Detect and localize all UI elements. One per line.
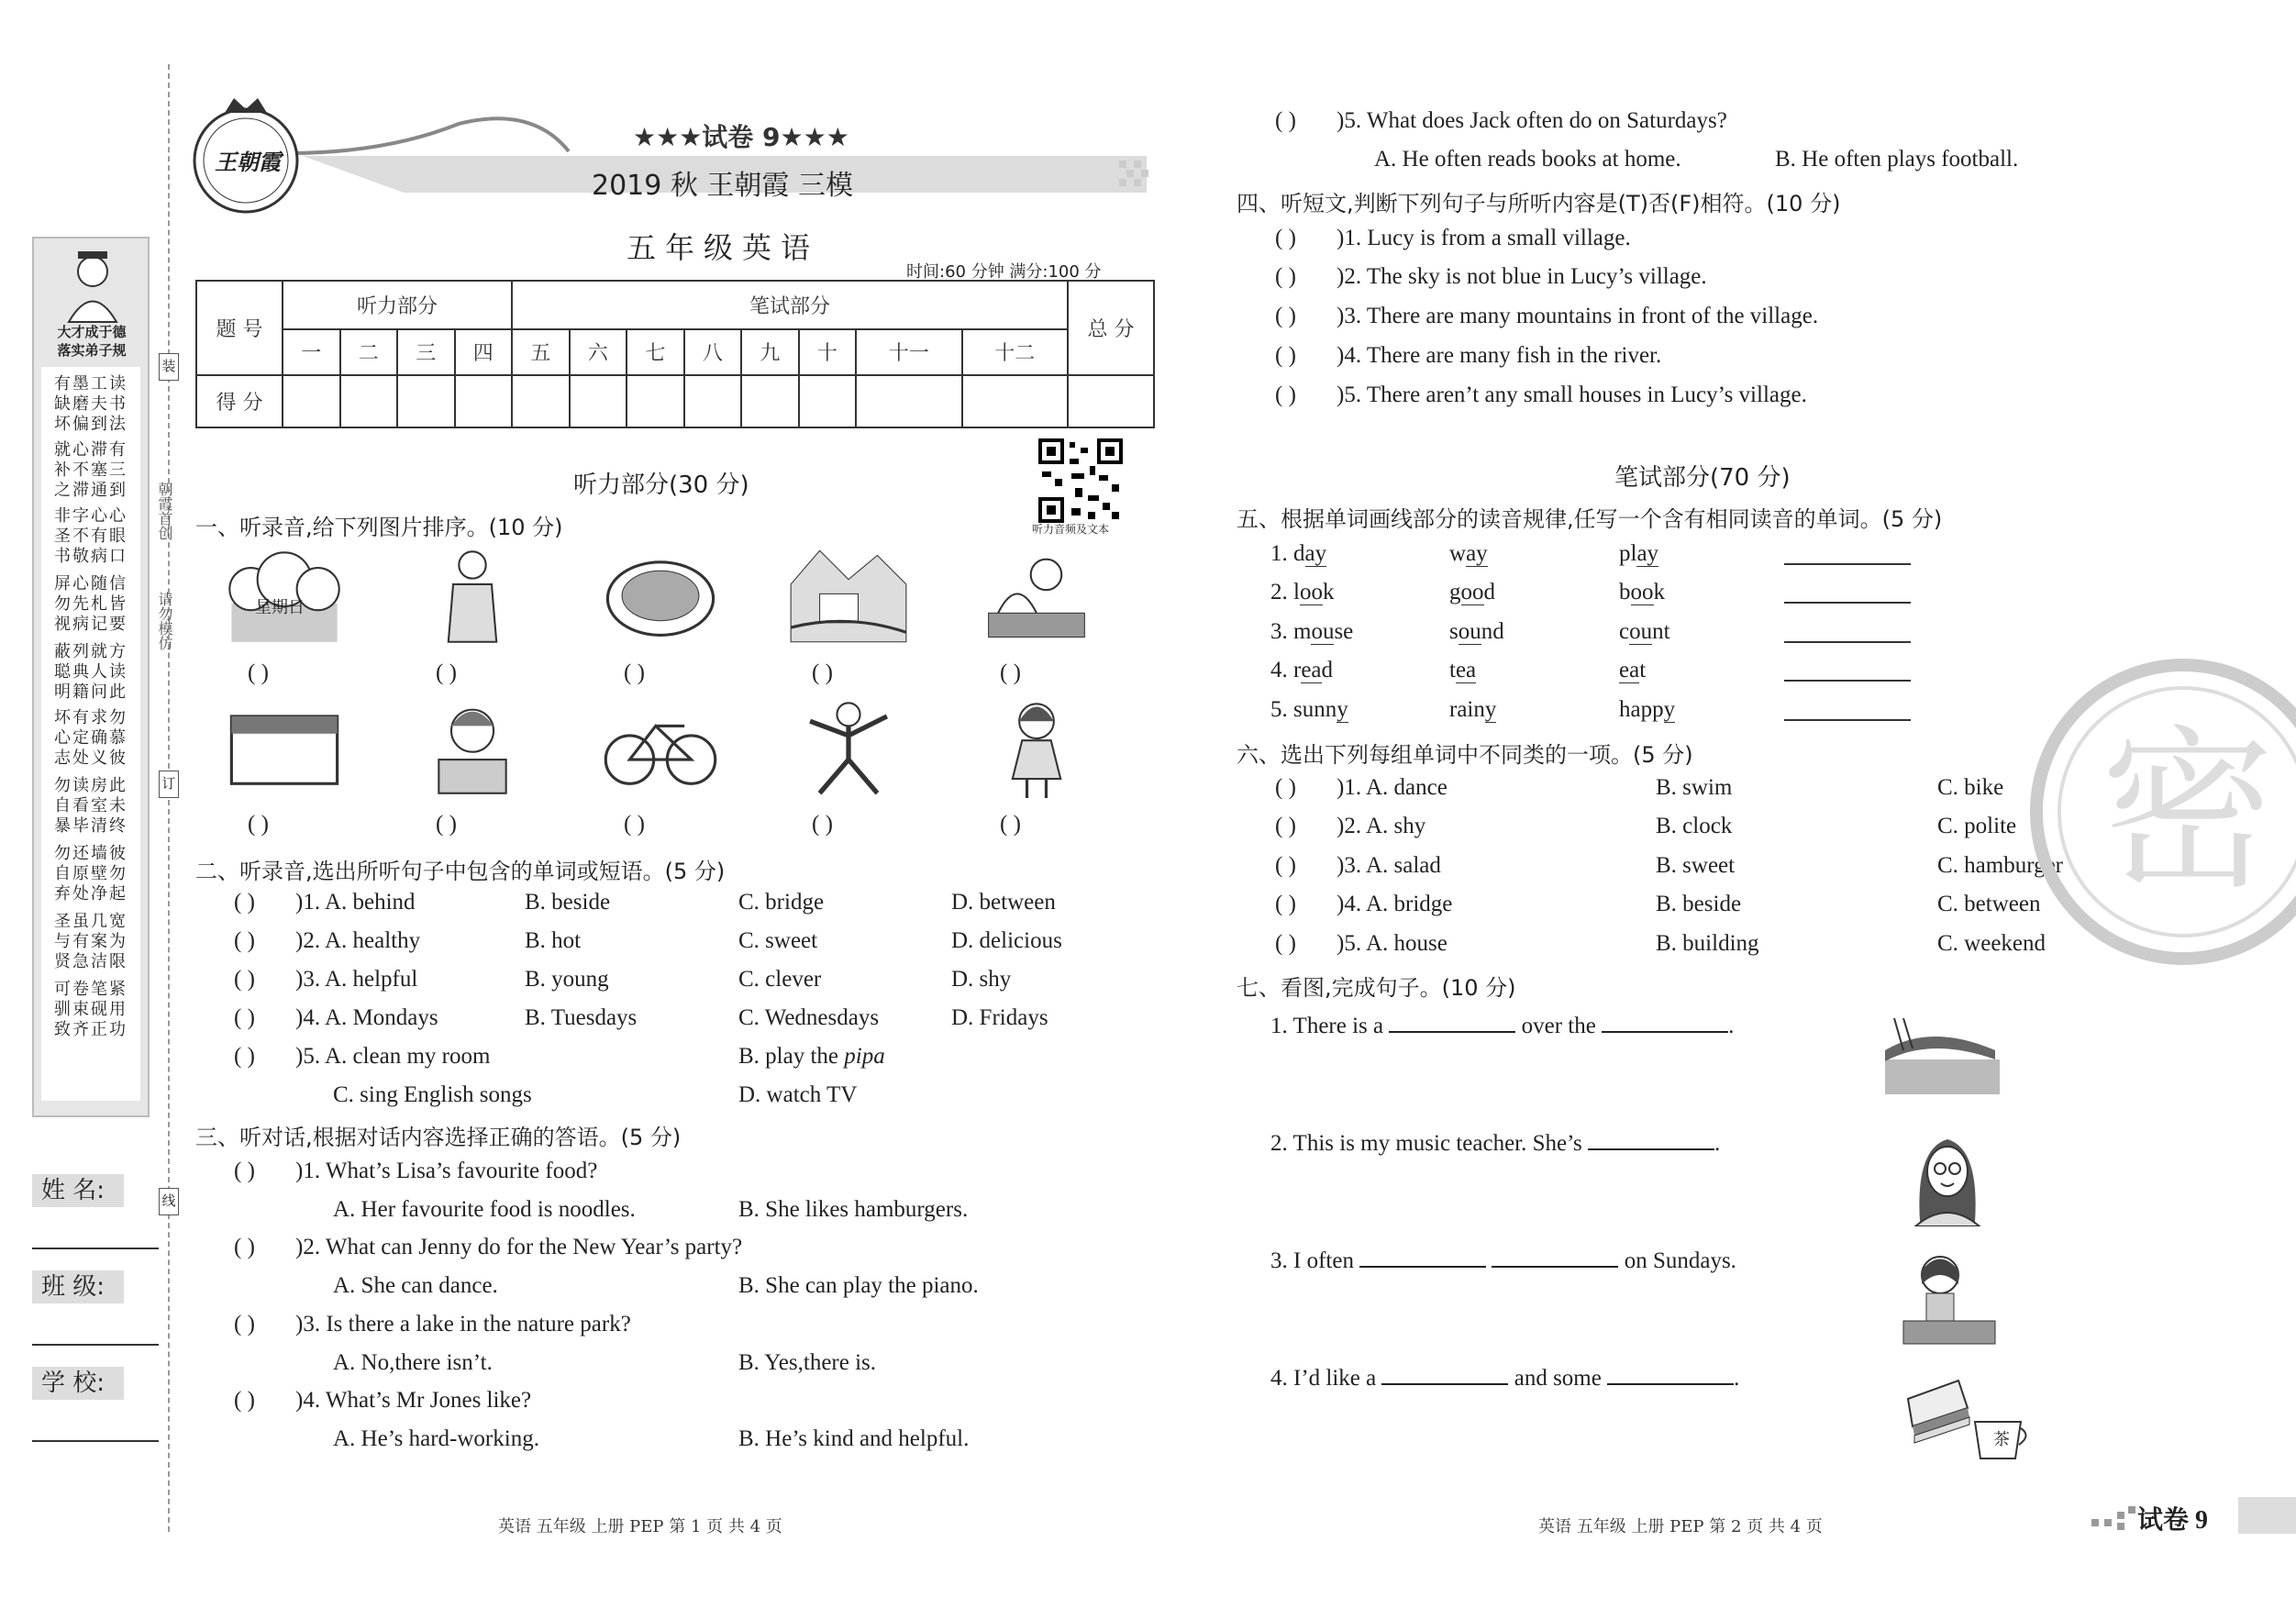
sidebar-proverbs bbox=[32, 237, 150, 1117]
cut-line bbox=[168, 64, 170, 1532]
s5-number: 3. bbox=[1270, 619, 1288, 644]
proverb-line: 勿还墙彼 bbox=[54, 844, 128, 863]
score-cell-7[interactable] bbox=[627, 375, 684, 427]
girl-playing-instrument-icon bbox=[1899, 1248, 2000, 1348]
girl-icon bbox=[977, 697, 1096, 798]
s2-option-b-pipa: pipa bbox=[844, 1044, 885, 1069]
s2-option-d: D. between bbox=[951, 890, 1056, 915]
s7-sentence bbox=[1270, 1126, 1720, 1157]
s5-number: 2. bbox=[1270, 580, 1288, 604]
s3-paren[interactable]: ( ) bbox=[234, 1235, 255, 1259]
proverb-line: 坏偏到法 bbox=[54, 415, 128, 434]
s5-number: 4. bbox=[1270, 658, 1288, 682]
section-5-title: 五、根据单词画线部分的读音规律,任写一个含有相同读音的单词。(5 分) bbox=[1237, 506, 1943, 532]
s7-text: 1. There is a bbox=[1270, 1014, 1390, 1038]
s6-option-b: B. clock bbox=[1656, 814, 1733, 838]
proverb-line: 自看室未 bbox=[54, 796, 128, 815]
col-header-12: 十二 bbox=[962, 329, 1068, 376]
proverb-line: 可卷笔紧 bbox=[54, 980, 128, 999]
s5-word bbox=[1619, 658, 1646, 683]
s5-answer-blank[interactable] bbox=[1784, 641, 1911, 643]
s5-word bbox=[1619, 541, 1658, 567]
s7-text: and some bbox=[1508, 1366, 1608, 1391]
proverb-line: 勿读房此 bbox=[54, 776, 128, 795]
s3-answer-b: B. He often plays football. bbox=[1775, 147, 2019, 172]
s5-word bbox=[1449, 541, 1488, 567]
proverb-line: 心定确慕 bbox=[54, 728, 128, 748]
s5-word-underlined: ay bbox=[1304, 541, 1327, 566]
s2-paren[interactable]: ( ) bbox=[234, 967, 255, 992]
s6-option-a: )1. A. dance bbox=[1337, 775, 1447, 800]
s3-answer-b: B. She can play the piano. bbox=[738, 1273, 979, 1298]
s5-word-part: l bbox=[1293, 580, 1300, 604]
proverb-line: 明籍问此 bbox=[54, 682, 128, 702]
s6-option-a: )4. A. bridge bbox=[1337, 892, 1453, 916]
s3-question: )2. What can Jenny do for the New Year’s party? bbox=[295, 1235, 743, 1259]
subject-title: 五年级英语 bbox=[627, 230, 820, 265]
s5-word-part: t bbox=[1639, 658, 1647, 682]
score-cell-12[interactable] bbox=[962, 375, 1068, 427]
s5-word-underlined: ay bbox=[1636, 541, 1659, 566]
s2-option-c: C. sweet bbox=[738, 928, 818, 953]
s7-text: 3. I often bbox=[1270, 1248, 1360, 1273]
s4-statement: )3. There are many mountains in front of the village. bbox=[1337, 304, 1819, 328]
listening-header: 听力部分 bbox=[283, 281, 512, 329]
s1-answer-paren[interactable]: ( ) bbox=[812, 660, 833, 685]
proverb-line: 与有案为 bbox=[54, 932, 128, 951]
cut-text-1: 朝霞首创 bbox=[156, 482, 173, 540]
proverb-line: 坏有求勿 bbox=[54, 708, 128, 727]
s3-answer-a: A. No,there isn’t. bbox=[333, 1350, 493, 1375]
score-row bbox=[196, 375, 1154, 427]
s5-word-underlined: oo bbox=[1299, 580, 1323, 604]
s6-option-a: )5. A. house bbox=[1337, 931, 1447, 956]
qr-code-icon[interactable] bbox=[1038, 438, 1123, 523]
s2-option-a: )5. A. clean my room bbox=[295, 1044, 491, 1069]
s5-word-part: d bbox=[1293, 541, 1305, 566]
s5-word-part: pl bbox=[1619, 541, 1637, 566]
s5-word-part: nt bbox=[1652, 619, 1670, 644]
calendar-text: 星期日 bbox=[255, 598, 305, 617]
s5-word bbox=[1449, 580, 1495, 605]
s5-answer-blank[interactable] bbox=[1784, 680, 1911, 682]
s5-word bbox=[1293, 697, 1348, 723]
calendar-icon bbox=[225, 697, 344, 798]
footer-tag: 试卷 9 bbox=[2137, 1506, 2209, 1535]
bike-icon bbox=[601, 697, 720, 798]
s2-option-b-text: B. play the bbox=[738, 1044, 845, 1069]
s1-answer-paren[interactable]: ( ) bbox=[812, 812, 833, 837]
s5-word-underlined: y bbox=[1337, 697, 1348, 722]
s4-statement: )1. Lucy is from a small village. bbox=[1337, 226, 1631, 250]
s2-option-c: C. sing English songs bbox=[333, 1082, 532, 1107]
score-cell-5[interactable] bbox=[512, 375, 570, 427]
proverb-line: 志处义彼 bbox=[54, 749, 128, 768]
qr-caption: 听力音频及文本 bbox=[1032, 523, 1110, 536]
s2-paren[interactable]: ( ) bbox=[234, 1044, 255, 1069]
s2-option-b: B. beside bbox=[525, 890, 611, 915]
cut-tag-3: 线 bbox=[159, 1188, 179, 1215]
col-row bbox=[196, 329, 1154, 376]
writing-header: 笔试部分 bbox=[512, 281, 1068, 329]
s5-word-part: t bbox=[1449, 658, 1456, 682]
s5-answer-blank[interactable] bbox=[1784, 602, 1911, 604]
s6-option-b: B. sweet bbox=[1656, 853, 1736, 878]
col-header-6: 六 bbox=[570, 329, 627, 376]
col-header-7: 七 bbox=[627, 329, 684, 376]
section-7-title: 七、看图,完成句子。(10 分) bbox=[1237, 975, 1516, 1001]
proverb-line: 勿先札皆 bbox=[54, 594, 128, 614]
proverb-line: 屏心随信 bbox=[54, 574, 128, 593]
s5-word-part: se bbox=[1334, 619, 1354, 644]
s2-option-b: B. hot bbox=[525, 928, 582, 953]
s7-text: 2. This is my music teacher. She’s bbox=[1270, 1131, 1589, 1156]
s5-word bbox=[1293, 541, 1326, 567]
s6-option-c: C. polite bbox=[1937, 814, 2017, 838]
s5-number: 5. bbox=[1270, 697, 1288, 722]
name-field[interactable] bbox=[32, 1248, 159, 1249]
s5-word bbox=[1293, 580, 1334, 605]
score-table bbox=[195, 280, 1155, 428]
score-cell-9[interactable] bbox=[741, 375, 799, 427]
score-cell-10[interactable] bbox=[799, 375, 857, 427]
proverb-list bbox=[41, 367, 140, 1101]
s7-blank[interactable] bbox=[1588, 1126, 1714, 1150]
s2-option-b: B. young bbox=[525, 967, 609, 992]
footer-dots-icon bbox=[2091, 1504, 2137, 1532]
s6-option-a: )3. A. salad bbox=[1337, 853, 1441, 878]
col-header-2: 二 bbox=[340, 329, 398, 376]
score-cell-4[interactable] bbox=[455, 375, 513, 427]
s2-option-a: )2. A. healthy bbox=[295, 928, 421, 953]
s3-paren[interactable]: ( ) bbox=[234, 1388, 255, 1413]
s4-statement: )4. There are many fish in the river. bbox=[1337, 343, 1662, 368]
scholar-icon bbox=[56, 244, 129, 327]
s7-blank[interactable] bbox=[1381, 1361, 1508, 1385]
s1-answer-paren[interactable]: ( ) bbox=[624, 660, 645, 685]
s7-blank[interactable] bbox=[1602, 1009, 1728, 1033]
s3-answer-b: B. She likes hamburgers. bbox=[738, 1197, 969, 1222]
sandwich-tea-icon bbox=[1903, 1371, 2032, 1463]
s7-blank[interactable] bbox=[1607, 1361, 1734, 1385]
s3-question: )3. Is there a lake in the nature park? bbox=[295, 1312, 631, 1336]
section-4-title: 四、听短文,判断下列句子与所听内容是(T)否(F)相符。(10 分) bbox=[1237, 191, 1841, 216]
proverb-line: 蔽列就方 bbox=[54, 642, 128, 661]
s2-option-c: C. clever bbox=[738, 967, 822, 992]
s1-answer-paren[interactable]: ( ) bbox=[1000, 660, 1021, 685]
s5-word-part: d bbox=[1483, 580, 1495, 604]
s5-word-part: b bbox=[1619, 580, 1631, 604]
s7-sentence bbox=[1270, 1244, 1736, 1274]
s3-answer-a: A. She can dance. bbox=[333, 1273, 498, 1298]
s2-option-c: C. bridge bbox=[738, 890, 825, 915]
s5-word bbox=[1293, 658, 1333, 683]
proverb-line: 暴毕清终 bbox=[54, 816, 128, 836]
food-plate-icon bbox=[601, 546, 720, 647]
s6-option-c: C. weekend bbox=[1937, 931, 2046, 956]
col-header-3: 三 bbox=[397, 329, 455, 376]
seal-char: 密 bbox=[2101, 710, 2276, 913]
s5-word bbox=[1619, 619, 1670, 645]
col-header-11: 十一 bbox=[856, 329, 961, 376]
s6-paren[interactable]: ( ) bbox=[1275, 892, 1296, 916]
total-score-cell[interactable] bbox=[1068, 375, 1154, 427]
section-1-title: 一、听录音,给下列图片排序。(10 分) bbox=[195, 515, 563, 540]
s3-paren[interactable]: ( ) bbox=[234, 1159, 255, 1183]
s5-word-underlined: ou bbox=[1629, 619, 1653, 644]
motto-line-2: 落实弟子规 bbox=[57, 342, 127, 359]
s5-word-part: nd bbox=[1481, 619, 1504, 644]
writing-title: 笔试部分(70 分) bbox=[1614, 464, 1791, 492]
s7-blank[interactable] bbox=[1359, 1244, 1486, 1268]
cut-tag-1: 装 bbox=[159, 353, 179, 381]
s7-blank[interactable] bbox=[1389, 1009, 1515, 1033]
proverb-line: 就心滞有 bbox=[54, 440, 128, 460]
s5-word bbox=[1449, 619, 1504, 645]
s2-option-b: B. Tuesdays bbox=[525, 1005, 638, 1030]
footer-left: 英语 五年级 上册 PEP 第 1 页 共 4 页 bbox=[498, 1517, 782, 1536]
motto bbox=[38, 323, 146, 360]
s5-word-underlined: ou bbox=[1311, 619, 1335, 644]
s5-word bbox=[1449, 697, 1496, 723]
col-header-4: 四 bbox=[455, 329, 513, 376]
s7-text: . bbox=[1734, 1366, 1740, 1391]
cut-tag-2: 订 bbox=[159, 771, 179, 798]
proverb-line: 驯束砚用 bbox=[54, 1000, 128, 1019]
score-cell-6[interactable] bbox=[570, 375, 627, 427]
listening-title: 听力部分(30 分) bbox=[573, 471, 749, 499]
s4-paren[interactable]: ( ) bbox=[1275, 304, 1296, 328]
s6-paren[interactable]: ( ) bbox=[1275, 931, 1296, 956]
s4-paren[interactable]: ( ) bbox=[1275, 226, 1296, 250]
s5-word-underlined: ou bbox=[1458, 619, 1481, 644]
s2-paren[interactable]: ( ) bbox=[234, 1005, 255, 1030]
s2-paren[interactable]: ( ) bbox=[234, 928, 255, 953]
s4-statement: )5. There aren’t any small houses in Lucy’s village. bbox=[1337, 383, 1807, 407]
s5-word-part: r bbox=[1293, 658, 1302, 682]
reading-girl-icon bbox=[413, 697, 532, 798]
s6-paren[interactable]: ( ) bbox=[1275, 814, 1296, 838]
village-icon bbox=[789, 546, 908, 647]
s5-word-part: k bbox=[1322, 580, 1335, 604]
s2-option-d: D. watch TV bbox=[738, 1082, 858, 1107]
s6-option-b: B. building bbox=[1656, 931, 1759, 956]
s5-word-part: sunn bbox=[1293, 697, 1337, 722]
teacher-icon bbox=[1906, 1130, 1989, 1226]
s5-word-underlined: ea bbox=[1301, 658, 1322, 682]
s6-paren[interactable]: ( ) bbox=[1275, 853, 1296, 878]
tihao-label: 题 号 bbox=[196, 281, 283, 375]
total-label: 总 分 bbox=[1068, 281, 1154, 375]
s5-word-underlined: ea bbox=[1455, 658, 1477, 682]
s1-answer-paren[interactable]: ( ) bbox=[624, 812, 645, 837]
s5-word bbox=[1449, 658, 1476, 683]
s3-answer-a: A. He often reads books at home. bbox=[1374, 147, 1681, 172]
s2-option-b bbox=[738, 1044, 885, 1070]
s5-answer-blank[interactable] bbox=[1784, 719, 1911, 721]
col-header-10: 十 bbox=[799, 329, 857, 376]
proverb-line: 缺磨夫书 bbox=[54, 394, 128, 414]
s7-sentence bbox=[1270, 1361, 1739, 1392]
proverb-line: 书敬病口 bbox=[54, 547, 128, 566]
tea-char: 茶 bbox=[1993, 1430, 2010, 1449]
score-cell-3[interactable] bbox=[397, 375, 455, 427]
section-3-title: 三、听对话,根据对话内容选择正确的答语。(5 分) bbox=[195, 1125, 682, 1150]
proverb-line: 圣不有眼 bbox=[54, 527, 128, 546]
s3-question: )5. What does Jack often do on Saturdays? bbox=[1337, 108, 1727, 133]
s6-option-a: )2. A. shy bbox=[1337, 814, 1426, 838]
s4-paren[interactable]: ( ) bbox=[1275, 383, 1296, 407]
s2-option-c: C. Wednesdays bbox=[738, 1005, 880, 1030]
s6-option-b: B. swim bbox=[1656, 775, 1733, 800]
class-label: 班 级: bbox=[32, 1270, 124, 1303]
s4-paren[interactable]: ( ) bbox=[1275, 264, 1296, 289]
footer-tag-bg bbox=[2238, 1497, 2296, 1534]
score-cell-8[interactable] bbox=[684, 375, 742, 427]
score-cell-2[interactable] bbox=[340, 375, 398, 427]
s7-text: 4. I’d like a bbox=[1270, 1366, 1382, 1391]
s3-paren[interactable]: ( ) bbox=[1275, 108, 1296, 133]
col-header-5: 五 bbox=[512, 329, 570, 376]
man-icon bbox=[413, 546, 532, 647]
score-cell-1[interactable] bbox=[283, 375, 340, 427]
s5-word-underlined: oo bbox=[1630, 580, 1654, 604]
s5-word bbox=[1293, 619, 1353, 645]
s7-text: on Sundays. bbox=[1618, 1248, 1736, 1273]
paper-tag: ★★★试卷 9★★★ bbox=[633, 122, 849, 152]
s5-number: 1. bbox=[1270, 541, 1288, 566]
s2-option-a: )1. A. behind bbox=[295, 890, 416, 915]
cooking-girl-icon bbox=[977, 546, 1096, 647]
s2-paren[interactable]: ( ) bbox=[234, 890, 255, 915]
s5-word-part: s bbox=[1449, 619, 1459, 644]
s7-text: . bbox=[1714, 1131, 1721, 1156]
proverb-line: 致齐正功 bbox=[54, 1020, 128, 1039]
school-field[interactable] bbox=[32, 1440, 159, 1442]
time-info: 时间:60 分钟 满分:100 分 bbox=[906, 262, 1102, 282]
s3-answer-b: B. He’s kind and helpful. bbox=[738, 1426, 970, 1451]
s2-option-a: )3. A. helpful bbox=[295, 967, 418, 992]
proverb-line: 之滞通到 bbox=[54, 481, 128, 500]
s5-word-part: w bbox=[1449, 541, 1467, 566]
s7-text: over the bbox=[1515, 1014, 1603, 1038]
s5-word-part: c bbox=[1619, 619, 1630, 644]
s5-word bbox=[1619, 697, 1675, 723]
s5-word-part: g bbox=[1449, 580, 1461, 604]
s7-sentence bbox=[1270, 1009, 1734, 1039]
col-header-1: 一 bbox=[283, 329, 340, 376]
s3-question: )4. What’s Mr Jones like? bbox=[295, 1388, 532, 1413]
s2-option-a: )4. A. Mondays bbox=[295, 1005, 438, 1030]
s5-word-part: d bbox=[1321, 658, 1334, 682]
s1-answer-paren[interactable]: ( ) bbox=[248, 660, 269, 685]
motto-line-1: 大才成于德 bbox=[57, 324, 127, 340]
s1-answer-paren[interactable]: ( ) bbox=[436, 660, 457, 685]
s3-paren[interactable]: ( ) bbox=[234, 1312, 255, 1336]
s4-statement: )2. The sky is not blue in Lucy’s village. bbox=[1337, 264, 1707, 289]
school-label: 学 校: bbox=[32, 1367, 124, 1400]
s1-answer-paren[interactable]: ( ) bbox=[1000, 812, 1021, 837]
s5-word-part: k bbox=[1653, 580, 1665, 604]
s2-option-d: D. delicious bbox=[951, 928, 1062, 953]
col-header-9: 九 bbox=[741, 329, 799, 376]
footer-right: 英语 五年级 上册 PEP 第 2 页 共 4 页 bbox=[1538, 1517, 1823, 1536]
proverb-line: 弃处净起 bbox=[54, 884, 128, 904]
section-6-title: 六、选出下列每组单词中不同类的一项。(5 分) bbox=[1237, 742, 1693, 768]
proverb-line: 自原壁勿 bbox=[54, 864, 128, 883]
defen-label: 得 分 bbox=[196, 375, 283, 427]
proverb-line: 贤急洁限 bbox=[54, 952, 128, 971]
proverb-line: 补不塞三 bbox=[54, 460, 128, 480]
proverb-line: 有墨工读 bbox=[54, 374, 128, 394]
s5-word-underlined: oo bbox=[1460, 580, 1484, 604]
s5-word-underlined: ea bbox=[1619, 658, 1640, 682]
s2-option-d: D. Fridays bbox=[951, 1005, 1048, 1030]
bridge-river-icon bbox=[1876, 1014, 2004, 1096]
s3-question: )1. What’s Lisa’s favourite food? bbox=[295, 1159, 598, 1183]
s2-option-d: D. shy bbox=[951, 967, 1012, 992]
s5-answer-blank[interactable] bbox=[1784, 563, 1911, 565]
name-label: 姓 名: bbox=[32, 1174, 124, 1207]
s6-option-b: B. beside bbox=[1656, 892, 1742, 916]
s1-answer-paren[interactable]: ( ) bbox=[436, 812, 457, 837]
s5-word-part: rain bbox=[1449, 697, 1485, 722]
s4-paren[interactable]: ( ) bbox=[1275, 343, 1296, 368]
exam-title: 2019 秋 王朝霞 三模 bbox=[592, 170, 853, 202]
s7-text: . bbox=[1728, 1014, 1735, 1038]
s5-word bbox=[1619, 580, 1665, 605]
class-field[interactable] bbox=[32, 1344, 159, 1346]
col-header-8: 八 bbox=[684, 329, 742, 376]
section-2-title: 二、听录音,选出所听句子中包含的单词或短语。(5 分) bbox=[195, 859, 726, 884]
proverb-line: 视病记要 bbox=[54, 615, 128, 634]
logo-text: 王朝霞 bbox=[215, 151, 281, 175]
s5-word-underlined: y bbox=[1663, 697, 1676, 722]
s1-answer-paren[interactable]: ( ) bbox=[248, 812, 269, 837]
s3-answer-b: B. Yes,there is. bbox=[738, 1350, 877, 1375]
s3-answer-a: A. He’s hard-working. bbox=[333, 1426, 539, 1451]
s5-word-underlined: ay bbox=[1466, 541, 1488, 566]
s7-blank[interactable] bbox=[1492, 1244, 1618, 1268]
proverb-line: 非字心心 bbox=[54, 506, 128, 526]
proverb-line: 圣虽几宽 bbox=[54, 912, 128, 931]
s6-paren[interactable]: ( ) bbox=[1275, 775, 1296, 800]
proverb-line: 聪典人读 bbox=[54, 662, 128, 682]
score-cell-11[interactable] bbox=[856, 375, 961, 427]
s6-option-c: C. bike bbox=[1937, 775, 2004, 800]
s5-word-part: happ bbox=[1619, 697, 1664, 722]
cut-text-2: 请勿模仿 bbox=[156, 592, 173, 650]
s6-option-c: C. between bbox=[1937, 892, 2041, 916]
s6-option-c: C. hamburger bbox=[1937, 853, 2064, 878]
s5-word-underlined: y bbox=[1484, 697, 1497, 722]
s5-word-part: m bbox=[1293, 619, 1312, 644]
kungfu-icon bbox=[789, 697, 908, 798]
s3-answer-a: A. Her favourite food is noodles. bbox=[333, 1197, 636, 1222]
